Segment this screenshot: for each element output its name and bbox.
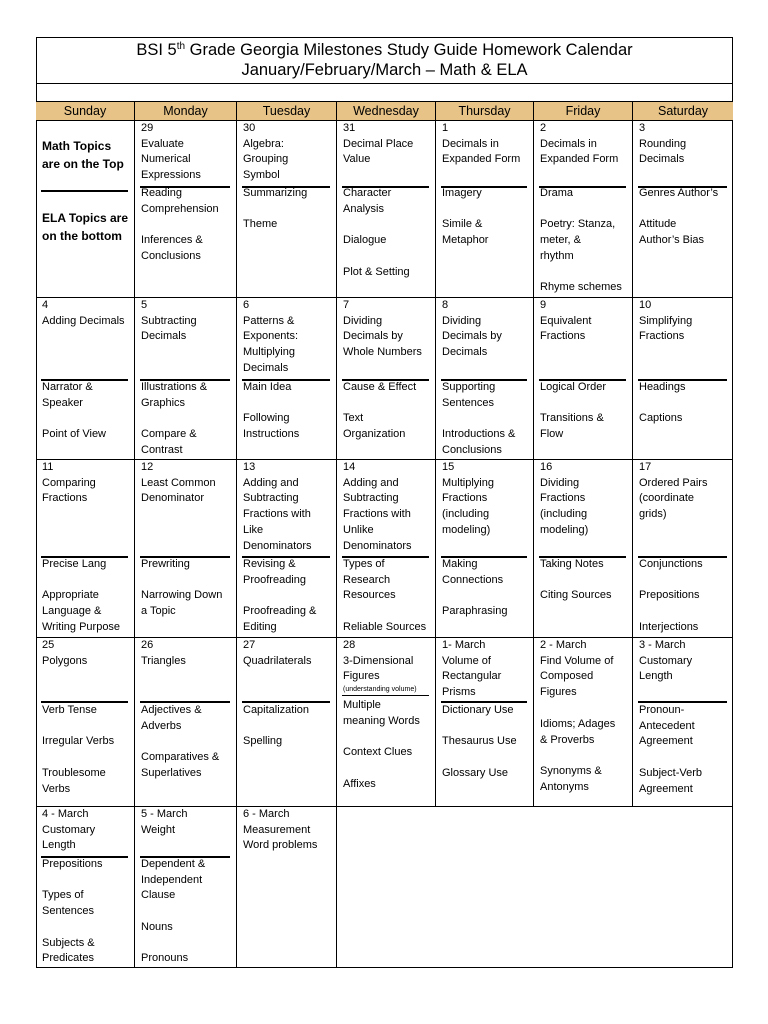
math-topic: 15 Multiplying Fractions (including modeling) xyxy=(442,461,494,536)
ela-topic: Imagery Simile & Metaphor xyxy=(442,187,489,247)
day-header-monday: Monday xyxy=(135,102,237,121)
volume-note: (understanding volume) xyxy=(343,686,417,693)
day-cell-feb-3 xyxy=(633,121,733,298)
ela-topic: Headings Captions xyxy=(639,381,686,425)
page-title xyxy=(36,37,733,84)
day-cell-mar-1 xyxy=(436,638,534,807)
math-legend: Math Topics are on the Top xyxy=(42,139,124,171)
ela-topic: Pronoun- Antecedent Agreement Subject-Verb Agreement xyxy=(639,704,702,795)
math-topic: 9 Equivalent Fractions xyxy=(540,299,592,343)
legend-cell xyxy=(36,121,135,298)
ela-topic: Cause & Effect Text Organization xyxy=(343,381,417,441)
day-cell-feb-1 xyxy=(436,121,534,298)
ela-topic: Prewriting Narrowing Down a Topic xyxy=(141,558,223,618)
day-cell-mar-4 xyxy=(36,807,135,968)
math-topic: 28 3-Dimensional Figures xyxy=(343,639,414,683)
ela-topic: Genres Author’s Attitude Author’s Bias xyxy=(639,187,719,247)
day-cell-feb-15 xyxy=(436,460,534,638)
day-cell-feb-2 xyxy=(534,121,633,298)
day-cell-feb-7 xyxy=(337,298,436,460)
math-topic: 31 Decimal Place Value xyxy=(343,122,414,166)
ela-topic: Drama Poetry: Stanza, meter, & rhythm Rhyme schemes xyxy=(540,187,622,294)
ela-topic: Adjectives & Adverbs Comparatives & Superlatives xyxy=(141,704,220,779)
ela-topic: Character Analysis Dialogue Plot & Setting xyxy=(343,187,410,278)
ela-topic: Idioms; Adages & Proverbs Synonyms & Antonyms xyxy=(540,718,616,793)
ela-topic: Reading Comprehension Inferences & Conclusions xyxy=(141,187,219,262)
day-cell-jan-29 xyxy=(135,121,237,298)
ela-topic: Narrator & Speaker Point of View xyxy=(42,381,107,441)
ela-topic: Supporting Sentences Introductions & Conclusions xyxy=(442,381,516,456)
ela-topic: Making Connections Paraphrasing xyxy=(442,558,508,618)
day-cell-feb-16 xyxy=(534,460,633,638)
day-cell-mar-2 xyxy=(534,638,633,807)
ela-topic: Logical Order Transitions & Flow xyxy=(540,381,607,441)
ela-topic: Dependent & Independent Clause Nouns Pronouns xyxy=(141,858,206,965)
ela-topic: Revising & Proofreading Proofreading & Editing xyxy=(243,558,317,633)
ela-topic: Main Idea Following Instructions xyxy=(243,381,300,441)
day-cell-feb-17 xyxy=(633,460,733,638)
math-topic: 16 Dividing Fractions (including modeling) xyxy=(540,461,589,536)
day-cell-jan-30 xyxy=(237,121,337,298)
math-topic: 6 Patterns & Exponents: Multiplying Decimals xyxy=(243,299,299,374)
ela-topic: Conjunctions Prepositions Interjections xyxy=(639,558,703,633)
day-cell-feb-25 xyxy=(36,638,135,807)
math-topic: 8 Dividing Decimals by Decimals xyxy=(442,299,502,359)
day-header-thursday: Thursday xyxy=(436,102,534,121)
day-header-wednesday: Wednesday xyxy=(337,102,436,121)
ela-legend: ELA Topics are on the bottom xyxy=(42,211,129,243)
cell-divider xyxy=(342,695,429,696)
day-cell-mar-3 xyxy=(633,638,733,807)
ela-topic: Taking Notes Citing Sources xyxy=(540,558,612,602)
math-topic: 10 Simplifying Fractions xyxy=(639,299,693,343)
ela-topic: Multiple meaning Words Context Clues Affixes xyxy=(343,699,420,790)
math-topic: 4 - March Customary Length xyxy=(42,808,96,852)
ela-topic: Summarizing Theme xyxy=(243,187,308,231)
math-topic: 17 Ordered Pairs (coordinate grids) xyxy=(639,461,708,521)
math-topic: 5 - March Weight xyxy=(141,808,188,836)
math-topic: 13 Adding and Subtracting Fractions with Like Denominators xyxy=(243,461,312,552)
math-topic: 2 - March Find Volume of Composed Figures xyxy=(540,639,614,699)
cell-divider xyxy=(41,190,128,192)
day-cell-feb-9 xyxy=(534,298,633,460)
day-header-tuesday: Tuesday xyxy=(237,102,337,121)
day-cell-feb-28 xyxy=(337,638,436,807)
math-topic: 14 Adding and Subtracting Fractions with Unlike Denominators xyxy=(343,461,412,552)
day-cell-feb-14 xyxy=(337,460,436,638)
math-topic: 3 Rounding Decimals xyxy=(639,122,687,166)
math-topic: 1- March Volume of Rectangular Prisms xyxy=(442,639,502,699)
day-cell-feb-4 xyxy=(36,298,135,460)
day-cell-feb-27 xyxy=(237,638,337,807)
ela-topic: Precise Lang Appropriate Language & Writing Purpose xyxy=(42,558,121,633)
math-topic: 30 Algebra: Grouping Symbol xyxy=(243,122,289,182)
day-cell-feb-6 xyxy=(237,298,337,460)
math-topic: 26 Triangles xyxy=(141,639,186,667)
day-cell-jan-31 xyxy=(337,121,436,298)
title-spacer-row xyxy=(36,84,733,102)
title-line-2: January/February/March – Math & ELA xyxy=(241,61,528,79)
math-topic: 2 Decimals in Expanded Form xyxy=(540,122,619,166)
math-topic: 6 - March Measurement Word problems xyxy=(243,808,318,852)
day-cell-feb-8 xyxy=(436,298,534,460)
ela-topic: Illustrations & Graphics Compare & Contrast xyxy=(141,381,208,456)
ela-topic: Capitalization Spelling xyxy=(243,704,310,748)
ela-topic: Dictionary Use Thesaurus Use Glossary Use xyxy=(442,704,517,779)
title-line-1: BSI 5th Grade Georgia Milestones Study Guide Homework Calendar xyxy=(136,41,633,59)
math-topic: 3 - March Customary Length xyxy=(639,639,693,683)
math-topic: 1 Decimals in Expanded Form xyxy=(442,122,521,166)
day-cell-feb-13 xyxy=(237,460,337,638)
math-topic: 12 Least Common Denominator xyxy=(141,461,216,505)
math-topic: 4 Adding Decimals xyxy=(42,299,125,327)
math-topic: 7 Dividing Decimals by Whole Numbers xyxy=(343,299,422,359)
day-header-saturday: Saturday xyxy=(633,102,733,121)
day-cell-feb-10 xyxy=(633,298,733,460)
day-cell-mar-6 xyxy=(237,807,337,968)
math-topic: 25 Polygons xyxy=(42,639,88,667)
day-cell-feb-12 xyxy=(135,460,237,638)
math-topic: 29 Evaluate Numerical Expressions xyxy=(141,122,201,182)
ela-topic: Types of Research Resources Reliable Sources xyxy=(343,558,427,633)
math-topic: 5 Subtracting Decimals xyxy=(141,299,197,343)
day-cell-feb-5 xyxy=(135,298,237,460)
day-cell-mar-5 xyxy=(135,807,237,968)
day-cell-feb-11 xyxy=(36,460,135,638)
math-topic: 11 Comparing Fractions xyxy=(42,461,96,505)
math-topic: 27 Quadrilaterals xyxy=(243,639,312,667)
day-cell-feb-26 xyxy=(135,638,237,807)
day-header-sunday: Sunday xyxy=(36,102,135,121)
day-header-friday: Friday xyxy=(534,102,633,121)
ela-topic: Verb Tense Irregular Verbs Troublesome Verbs xyxy=(42,704,115,795)
ela-topic: Prepositions Types of Sentences Subjects & Predicates xyxy=(42,858,103,965)
